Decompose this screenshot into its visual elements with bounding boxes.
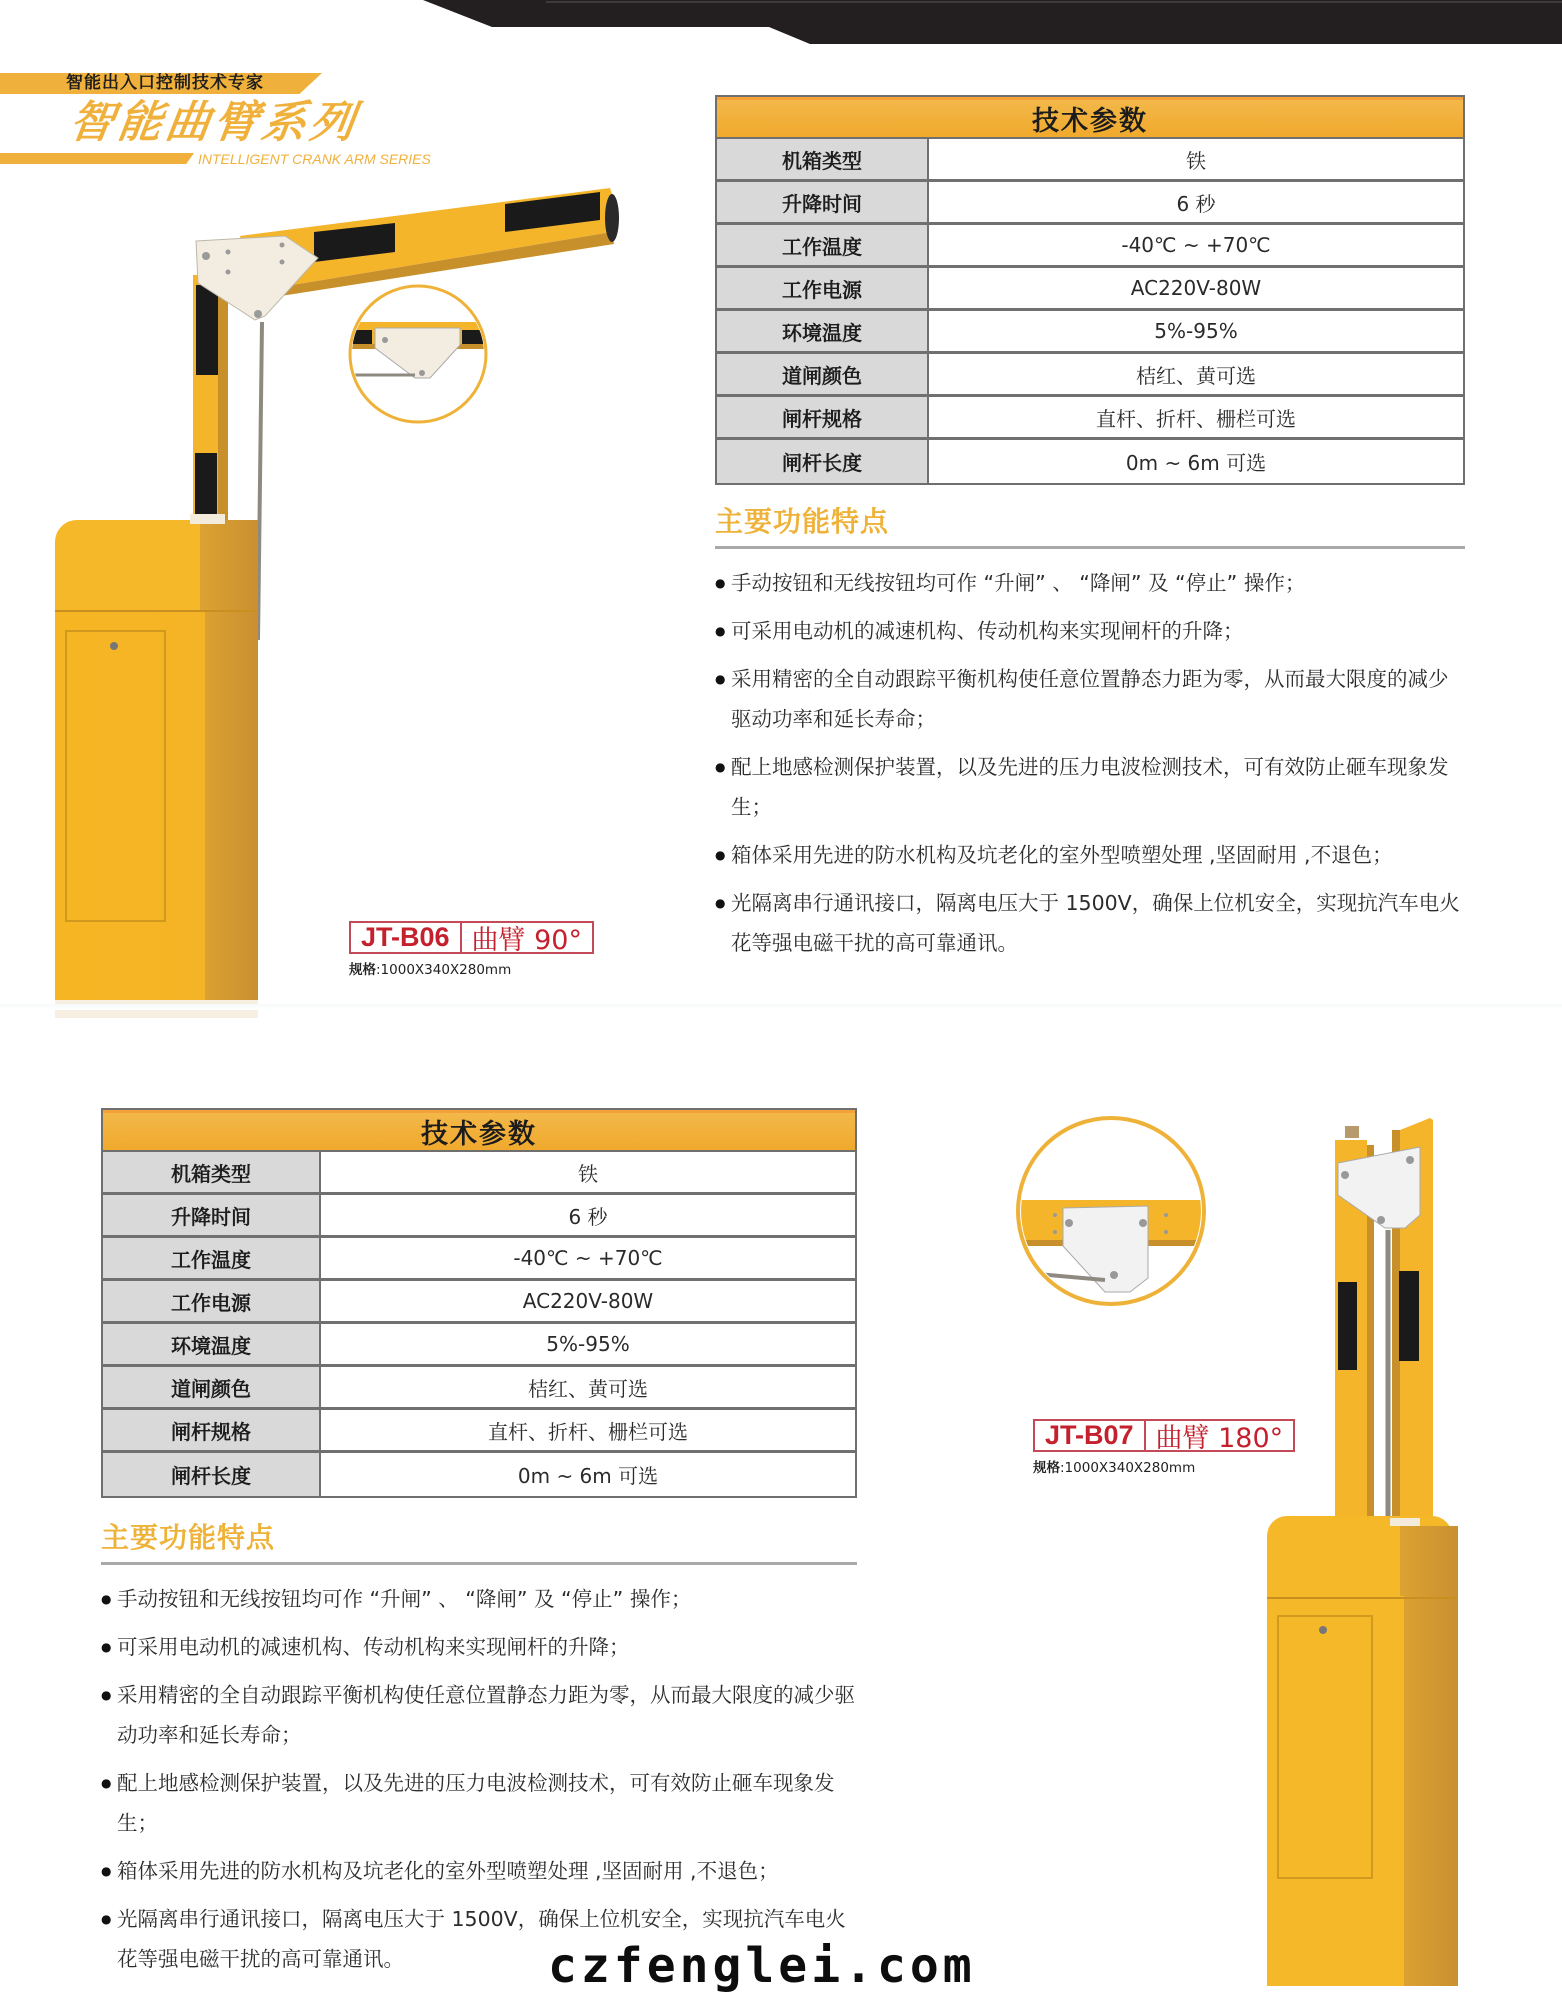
- spec-label: 工作电源: [717, 268, 929, 308]
- spec-table-title: 技术参数: [717, 97, 1463, 139]
- feature-item: ● 箱体采用先进的防水机构及坑老化的室外型喷塑处理 ,坚固耐用 ,不退色；: [101, 1851, 857, 1891]
- feature-item: ● 光隔离串行通讯接口，隔离电压大于 1500V，确保上位机安全，实现抗汽车电火花等强电磁干扰的高可靠通讯。: [715, 883, 1465, 963]
- spec-row: [103, 1195, 855, 1238]
- spec-value: 0m ~ 6m 可选: [1125, 451, 1267, 475]
- top-black-banner: [0, 0, 1562, 46]
- feature-item: ● 采用精密的全自动跟踪平衡机构使任意位置静态力距为零，从而最大限度的减少驱动功率和延长寿命；: [101, 1675, 857, 1755]
- spec-row: [103, 1367, 855, 1410]
- model-dimensions: [349, 958, 594, 978]
- brand-tagline: 智能出入口控制技术专家: [66, 73, 264, 93]
- model-badge-jt-b07: [1033, 1419, 1295, 1476]
- spec-label: 工作温度: [717, 225, 929, 265]
- spec-value: 0m ~ 6m 可选: [517, 1464, 659, 1488]
- spec-row: [717, 440, 1463, 483]
- model-dimensions: [1033, 1456, 1295, 1476]
- spec-row: [103, 1410, 855, 1453]
- spec-row: [103, 1238, 855, 1281]
- spec-row: [717, 182, 1463, 225]
- spec-value: 桔红、黄可选: [528, 1376, 648, 1401]
- spec-row: [717, 268, 1463, 311]
- spec-table-jt-b07: [101, 1108, 857, 1498]
- spec-label: 升降时间: [103, 1195, 321, 1235]
- section-divider: [0, 1004, 1562, 1010]
- barrier-jt-b06-illustration: [40, 180, 680, 1020]
- model-code: JT-B06: [351, 923, 462, 952]
- features-divider: [101, 1562, 857, 1565]
- spec-value: 6 秒: [1176, 191, 1216, 216]
- feature-item: ● 配上地感检测保护装置，以及先进的压力电波检测技术，可有效防止砸车现象发生；: [101, 1763, 857, 1843]
- spec-row: [103, 1324, 855, 1367]
- feature-item: ● 可采用电动机的减速机构、传动机构来实现闸杆的升降；: [101, 1627, 857, 1667]
- spec-value: -40℃ ~ +70℃: [513, 1246, 663, 1270]
- model-code: JT-B07: [1035, 1421, 1146, 1450]
- spec-table-jt-b06: [715, 95, 1465, 485]
- model-name: 曲臂 90°: [471, 925, 582, 956]
- features-section-jt-b07: [101, 1516, 857, 1987]
- spec-row: [717, 311, 1463, 354]
- features-heading: 主要功能特点: [715, 505, 890, 538]
- spec-value: 铁: [1186, 148, 1206, 173]
- features-list: [715, 563, 1465, 963]
- spec-label: 工作温度: [103, 1238, 321, 1278]
- spec-value: 5%-95%: [1154, 319, 1238, 343]
- spec-label: 闸杆长度: [103, 1453, 321, 1496]
- dimensions-label: 规格: [349, 962, 376, 978]
- spec-label: 闸杆规格: [717, 397, 929, 437]
- spec-value: 直杆、折杆、栅栏可选: [1096, 406, 1296, 431]
- dimensions-label: 规格: [1033, 1460, 1060, 1476]
- spec-label: 闸杆长度: [717, 440, 929, 483]
- spec-row: [103, 1152, 855, 1195]
- spec-value: 5%-95%: [546, 1332, 630, 1356]
- feature-item: ● 手动按钮和无线按钮均可作 “升闸” 、 “降闸” 及 “停止” 操作；: [101, 1579, 857, 1619]
- features-section-jt-b06: [715, 500, 1465, 971]
- features-divider: [715, 546, 1465, 549]
- spec-row: [717, 354, 1463, 397]
- brand-subtitle: INTELLIGENT CRANK ARM SERIES: [198, 151, 431, 167]
- brand-title: 智能曲臂系列: [66, 97, 362, 148]
- spec-row: [717, 225, 1463, 268]
- brand-stripe-bottom: [0, 153, 194, 164]
- spec-row: [103, 1453, 855, 1496]
- spec-row: [717, 397, 1463, 440]
- spec-table-title: 技术参数: [103, 1110, 855, 1152]
- feature-item: ● 采用精密的全自动跟踪平衡机构使任意位置静态力距为零，从而最大限度的减少驱动功率和延长寿命；: [715, 659, 1465, 739]
- barrier-jt-b07-illustration: [960, 1100, 1562, 2000]
- dimensions-value: :1000X340X280mm: [1060, 1460, 1196, 1476]
- model-badge-jt-b06: [349, 921, 594, 978]
- spec-value: -40℃ ~ +70℃: [1121, 233, 1271, 257]
- spec-value: 铁: [578, 1161, 598, 1186]
- spec-label: 环境温度: [717, 311, 929, 351]
- dimensions-value: :1000X340X280mm: [376, 962, 512, 978]
- feature-item: ● 配上地感检测保护装置，以及先进的压力电波检测技术，可有效防止砸车现象发生；: [715, 747, 1465, 827]
- spec-value: 直杆、折杆、栅栏可选: [488, 1419, 688, 1444]
- features-heading: 主要功能特点: [101, 1521, 276, 1554]
- spec-value: AC220V-80W: [522, 1289, 654, 1313]
- spec-value: AC220V-80W: [1130, 276, 1262, 300]
- spec-label: 机箱类型: [103, 1152, 321, 1192]
- spec-row: [717, 139, 1463, 182]
- spec-label: 道闸颜色: [103, 1367, 321, 1407]
- spec-label: 机箱类型: [717, 139, 929, 179]
- feature-item: ● 箱体采用先进的防水机构及坑老化的室外型喷塑处理 ,坚固耐用 ,不退色；: [715, 835, 1465, 875]
- feature-item: ● 光隔离串行通讯接口，隔离电压大于 1500V，确保上位机安全，实现抗汽车电火花等强电磁干扰的高可靠通讯。: [101, 1899, 857, 1979]
- spec-label: 道闸颜色: [717, 354, 929, 394]
- spec-label: 工作电源: [103, 1281, 321, 1321]
- features-list: [101, 1579, 857, 1979]
- spec-value: 6 秒: [568, 1204, 608, 1229]
- spec-row: [103, 1281, 855, 1324]
- watermark-domain: czfenglei.com: [548, 1938, 976, 1994]
- feature-item: ● 手动按钮和无线按钮均可作 “升闸” 、 “降闸” 及 “停止” 操作；: [715, 563, 1465, 603]
- spec-label: 闸杆规格: [103, 1410, 321, 1450]
- spec-label: 升降时间: [717, 182, 929, 222]
- model-name: 曲臂 180°: [1155, 1423, 1284, 1454]
- spec-label: 环境温度: [103, 1324, 321, 1364]
- feature-item: ● 可采用电动机的减速机构、传动机构来实现闸杆的升降；: [715, 611, 1465, 651]
- spec-value: 桔红、黄可选: [1136, 363, 1256, 388]
